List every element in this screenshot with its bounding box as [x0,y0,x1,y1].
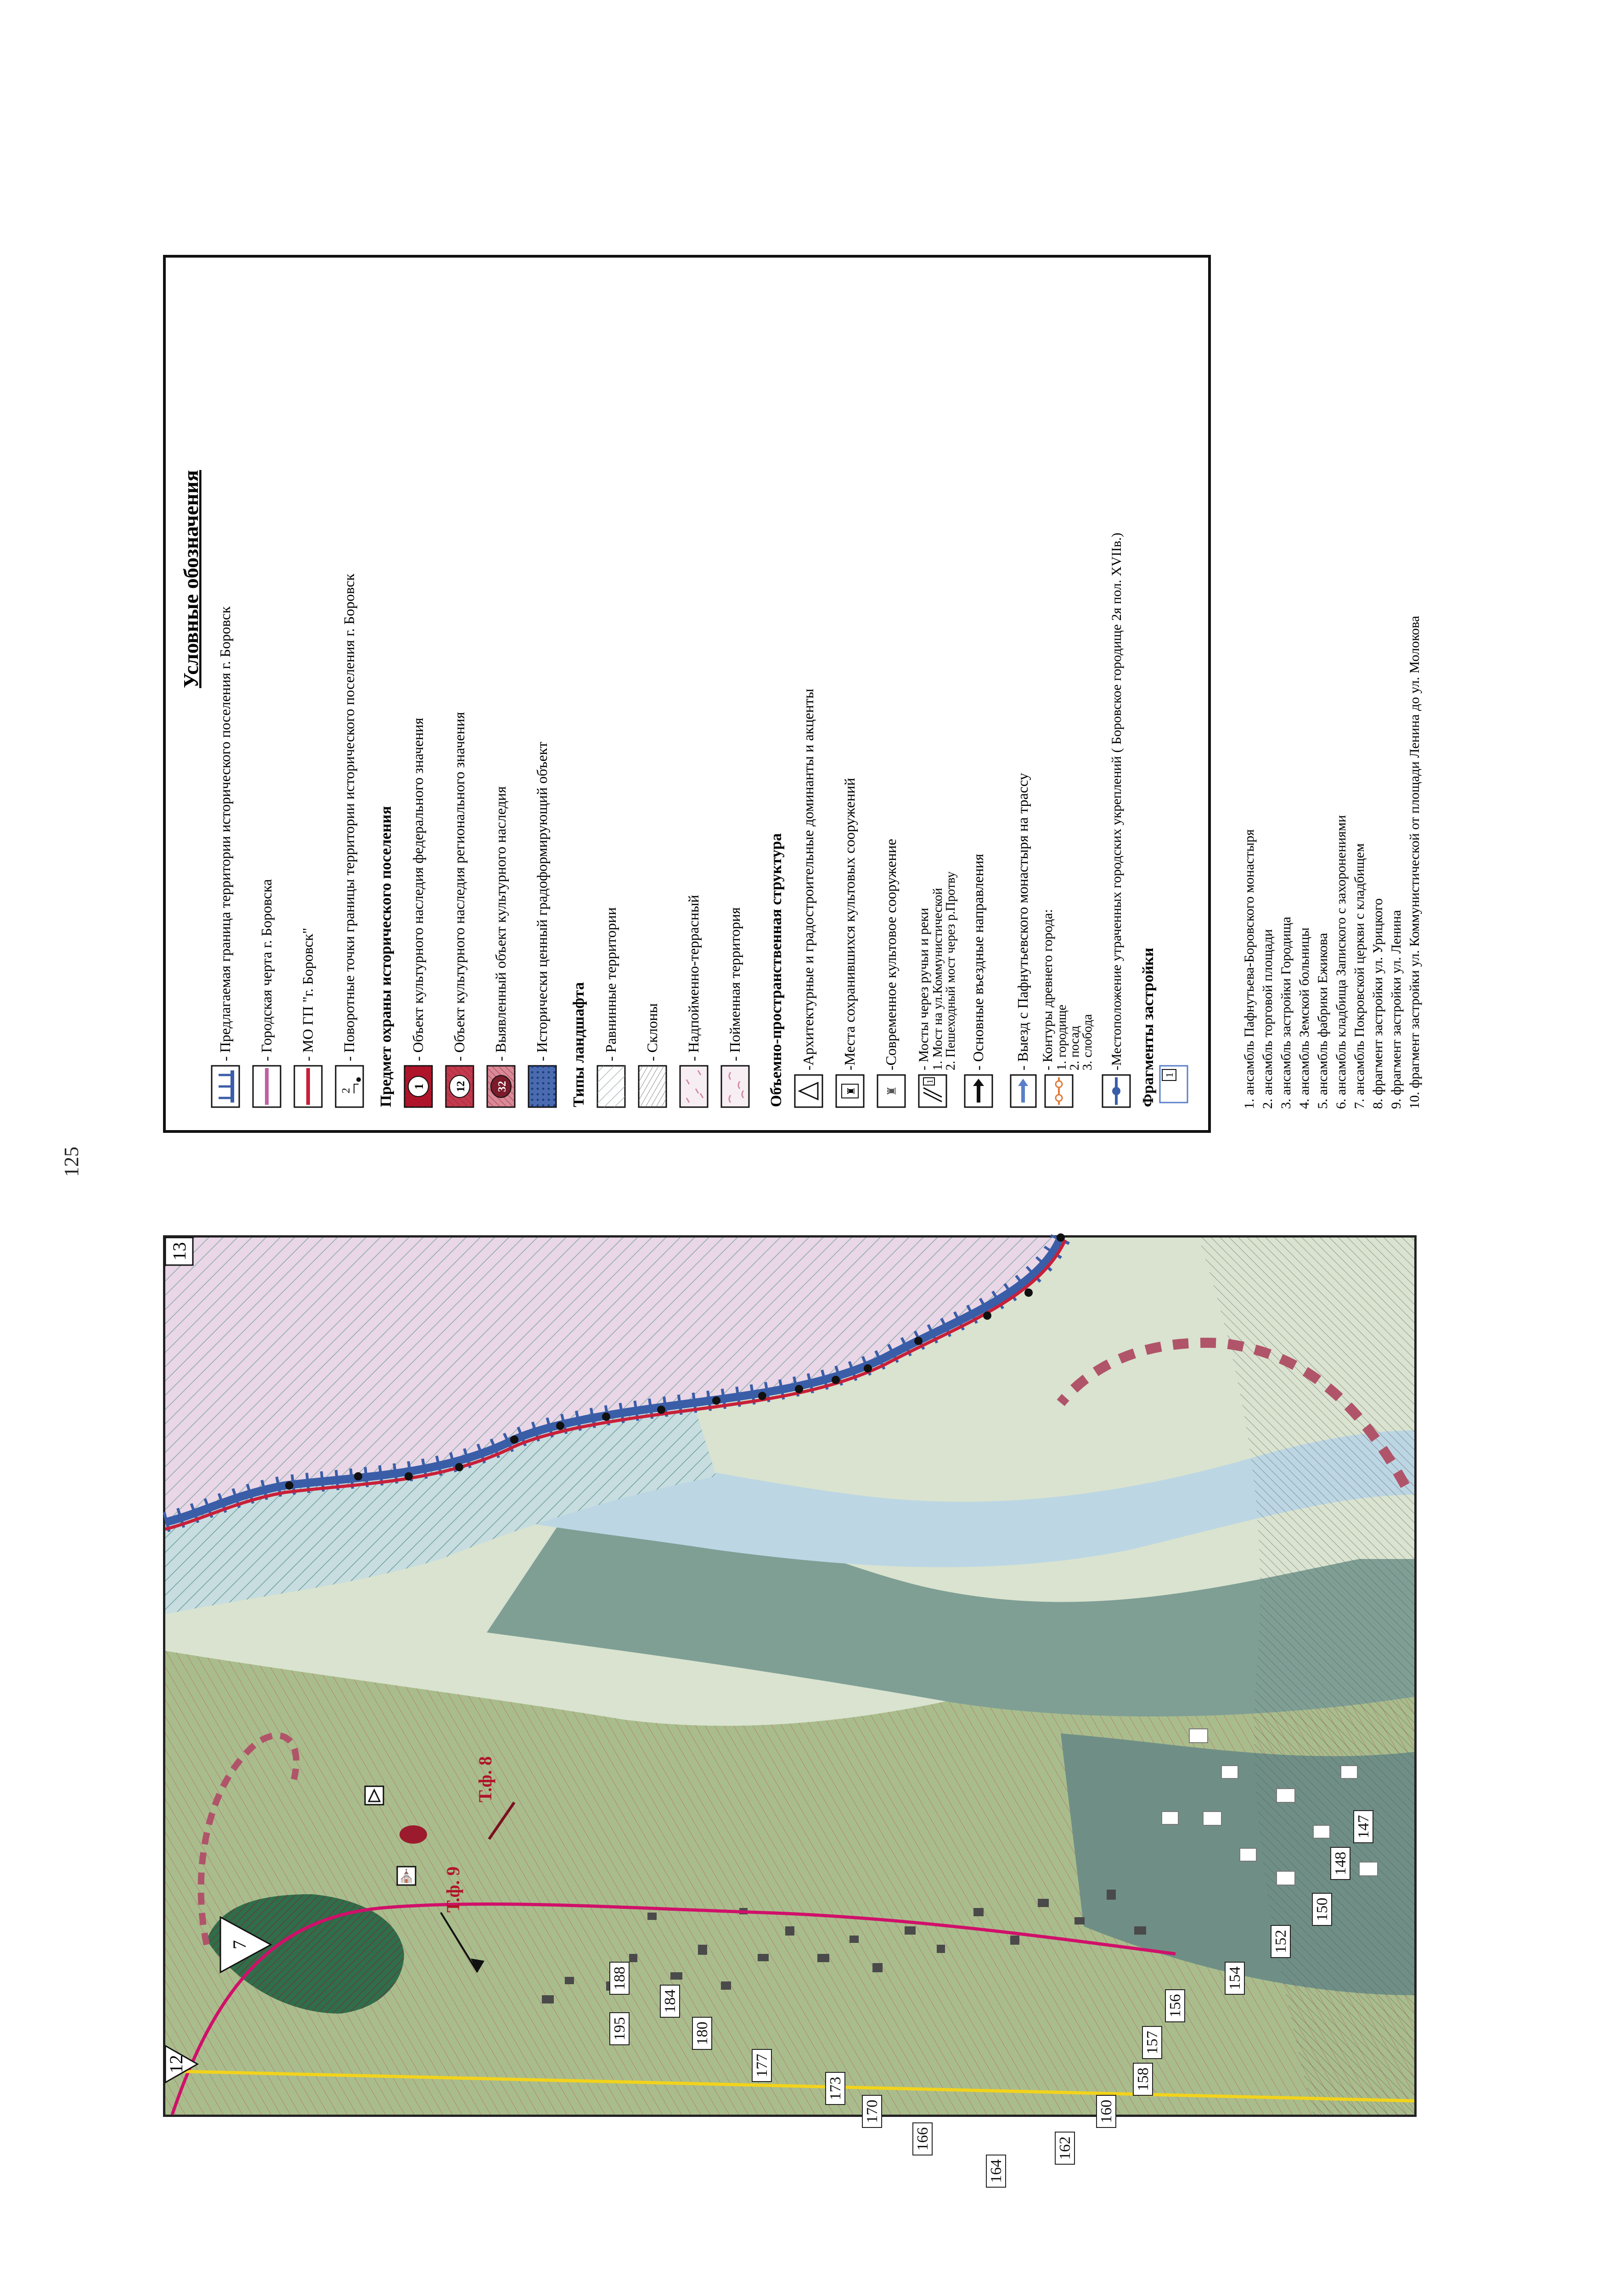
sheet-label-13-text: 13 [169,1242,190,1261]
fragment-item: 3. ансамбль застройки Городища [1278,917,1294,1109]
point-label: 156 [1167,1994,1184,2018]
identified-symbol-text: 32 [496,1081,508,1092]
point-label: 154 [1226,1966,1243,1990]
legend-boundary-proposed [212,606,239,1107]
legend-label: - Выявленный объект культурного наследия [492,786,509,1061]
svg-text:♜: ♜ [885,1086,899,1097]
legend-federal-heritage [405,718,432,1107]
legend-label: - Поворотные точки границы территории исторического поселения г. Боровск [341,574,357,1061]
legend-label: - Исторически ценный градоформирующий объект [534,742,550,1061]
point-label: 166 [914,2127,931,2151]
point-label: 188 [611,1966,628,1990]
heritage-object-marker [399,1825,427,1844]
point-label: 177 [754,2054,771,2077]
point-label: 184 [662,1989,679,2013]
legend-religious-modern [878,839,905,1107]
fragment-item: 9. фрагмент застройки ул. Ленина [1389,910,1404,1109]
fragment-label-8: Т.ф. 8 [475,1756,495,1802]
point-label: 152 [1272,1930,1289,1953]
legend-turning-points [336,574,363,1107]
legend-ancient-contours [1040,909,1095,1107]
point-label: 162 [1057,2136,1074,2160]
point-label: 180 [694,2021,711,2045]
point-label: 195 [611,2017,628,2041]
fragment-item: 6. ансамбль кладбища Запиского с захоронениями [1333,815,1349,1109]
point-label: 170 [864,2099,881,2123]
point-label: 158 [1135,2067,1152,2091]
legend-valuable-object [529,742,556,1107]
legend-boundary-mo [294,928,322,1107]
legend-title: Условные обозначения [179,470,203,688]
page-number [55,1134,101,1189]
fragment-item: 5. ансамбль фабрики Ежикова [1315,933,1330,1109]
point-label: 150 [1314,1897,1331,1921]
legend-label: - МО ГП "г. Боровск" [299,928,316,1061]
legend-box [163,255,1211,1133]
legend-religious-preserved [836,778,864,1107]
legend-dominants [795,689,822,1107]
legend-label: - Надпойменно-террасный [685,895,702,1061]
fragment-item: 7. ансамбль Покровской церкви с кладбищем [1352,843,1367,1109]
legend-plains [597,907,625,1107]
legend-fragments-symbol [1160,1066,1187,1103]
legend-label: - Объект культурного наследия регионального значения [451,712,467,1061]
fragment-item: 1. ансамбль Пафнутьева-Боровского монастыря [1242,829,1257,1109]
turning-point-symbol-text: 2 [340,1088,352,1093]
regional-symbol-text: 12 [455,1081,467,1092]
map-frame [163,1235,1417,2183]
legend-label: -Архитектурные и градостроительные доминанты и акценты [800,688,816,1070]
legend-lost-fortifications [1103,533,1130,1107]
fragments-list [1235,255,1456,1127]
legend-label: - Выезд с Пафнутьевского монастыря на трассу [1014,773,1031,1070]
legend-slopes [639,1003,666,1107]
legend-monastery-exit [1011,773,1036,1107]
legend-subline: 3. слобода [1080,1014,1095,1070]
church-icon [397,1867,416,1885]
point-label: 157 [1144,2031,1161,2054]
legend-label: - Объект культурного наследия федерального значения [410,717,426,1061]
legend-label: - Основные въездные направления [970,854,986,1070]
legend-subline: 1. городище [1055,1004,1069,1070]
legend-regional-heritage [446,712,473,1107]
sheet-label-7-text: 7 [229,1940,250,1949]
page-number-text: 125 [60,1147,83,1177]
landscape-heading: Типы ландшафта [570,982,587,1107]
sheet-label-13 [165,1238,193,1265]
legend-label: -Местоположение утраченных городских укреплений ( Боровское городище 2я пол. XVIIв.) [1109,533,1124,1070]
fragments-heading: Фрагменты застройки [1140,947,1157,1107]
point-label: 148 [1332,1851,1349,1875]
svg-text:♜: ♜ [845,1086,857,1096]
legend-label: - Склоны [644,1003,660,1061]
legend-subline: 2. посад [1068,1025,1082,1070]
federal-symbol-text: 1 [412,1083,426,1090]
bridge-symbol-text: 1 [925,1079,934,1084]
legend-entry-directions [965,854,992,1107]
legend-label: - Равнинные территории [602,907,619,1061]
legend-canvas [166,258,1208,1130]
legend-subline: 2. Пешеходный мост через р.Протву [944,871,958,1070]
legend-floodplain [721,907,749,1107]
legend-label: - Мосты через ручьи и реки [916,907,931,1070]
point-label: 160 [1098,2099,1115,2123]
fragment-item: 10. фрагмент застройки ул. Коммунистической от площади Ленина до ул. Молокова [1407,616,1422,1109]
point-label: 147 [1355,1815,1372,1839]
legend-boundary-city [253,879,281,1107]
legend-bridges [916,872,958,1107]
structure-heading: Объемно-пространственная структура [768,833,785,1107]
svg-text:⛪: ⛪ [398,1869,415,1884]
legend-identified-heritage [487,786,515,1107]
protection-heading: Предмет охраны исторического поселения [377,806,394,1107]
legend-label: - Пойменная территория [726,907,743,1061]
point-label: 164 [988,2159,1005,2183]
map-canvas [165,1238,1414,2183]
point-label: 173 [827,2077,844,2100]
fragment-label-9: Т.ф. 9 [443,1866,463,1913]
sheet-label-12-text: 12 [166,2055,186,2073]
dominant-icon [365,1786,383,1805]
legend-label: - Городская черта г. Боровска [258,879,275,1061]
fragment-item: 4. ансамбль Земской больницы [1297,927,1312,1109]
legend-subline: 1. Мост на ул.Коммунистической [931,888,945,1070]
legend-label: - Контуры древнего города: [1040,909,1055,1070]
legend-label: -Места сохранившихся культовых сооружений [841,777,858,1070]
legend-label: -Современное культовое сооружение [883,838,899,1070]
fragment-item: 2. ансамбль торговой площади [1260,929,1275,1109]
legend-label: - Предлагаемая граница территории исторического поселения г. Боровск [217,606,233,1061]
legend-terrace [680,895,708,1107]
fragments-symbol-text: 1 [1164,1072,1175,1078]
fragment-item: 8. фрагмент застройки ул. Урицкого [1370,898,1385,1109]
